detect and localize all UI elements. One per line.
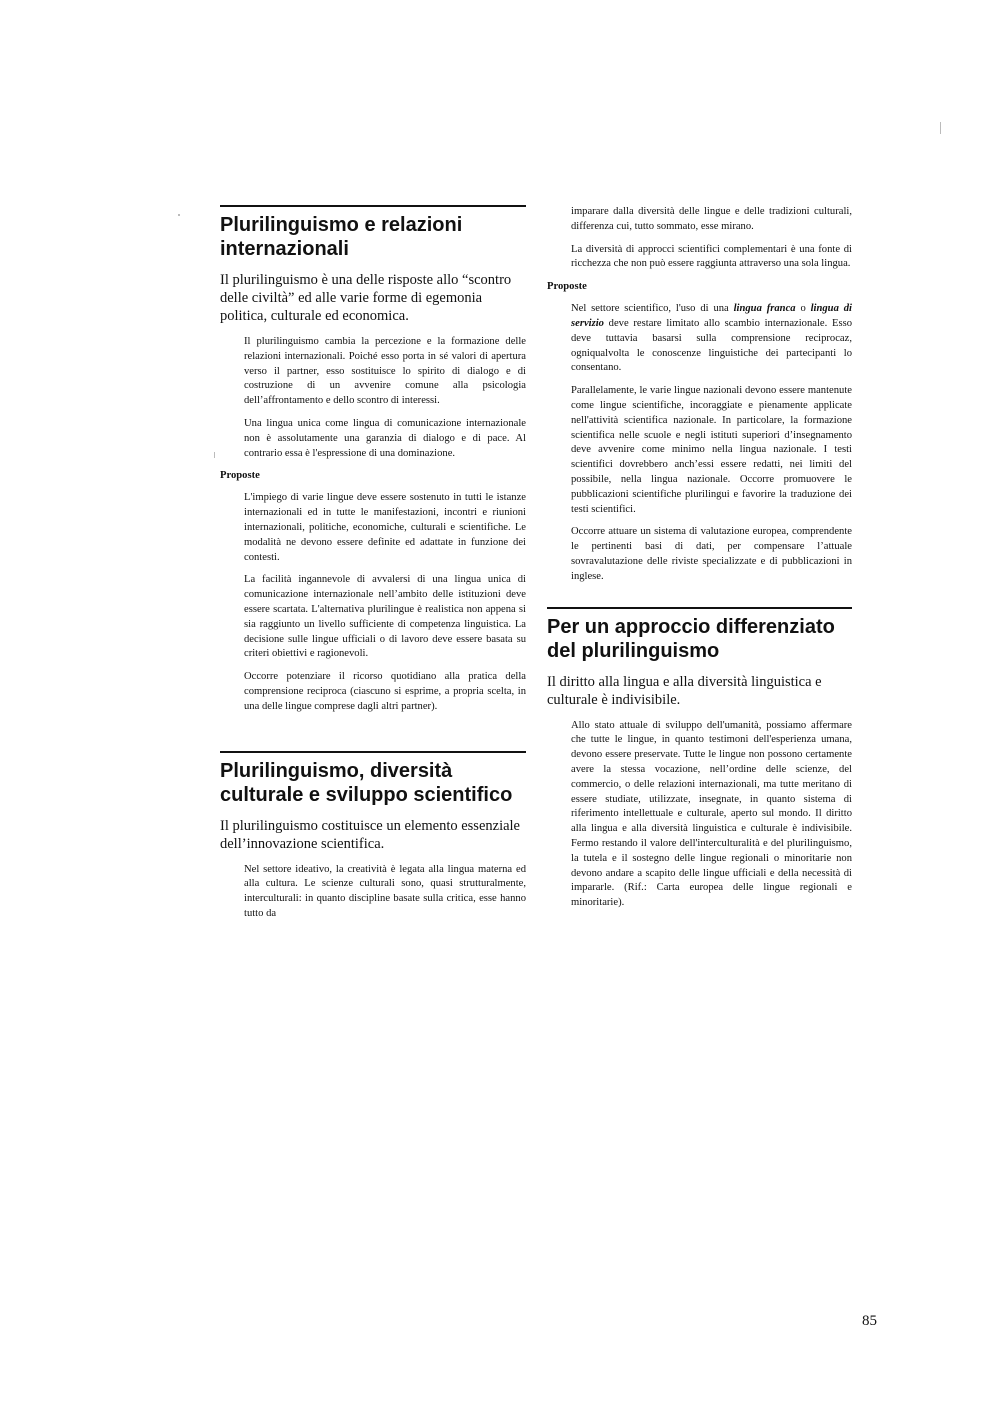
body-paragraph: La diversità di approcci scientifici complementari è una fonte di ricchezza che non può essere raggiunta attraverso una sola lingua. [571, 243, 852, 270]
scan-speck [178, 214, 180, 216]
body-paragraph: imparare dalla diversità delle lingue e delle tradizioni culturali, differenza cui, tutto sommato, esse mirano. [571, 206, 852, 232]
body-paragraph: Nel settore ideativo, la creatività è legata alla lingua materna ed alla cultura. Le scienze culturali sono, quasi strutturalmente, interculturali: in quanto discipline basate sulla critica, esse hanno tutto da [244, 863, 526, 919]
proposal-paragraph: L'impiego di varie lingue deve essere sostenuto in tutti le istanze internazionali ed in tutte le manifestazioni, incontri e riunioni internazionali, politiche, economiche, culturali e scientifiche. Le modalità ne devono essere definite ed adattate in funzione dei contesti. [244, 492, 526, 563]
proposal-text: Nel settore scientifico, l'uso di una [571, 303, 734, 315]
section-title-diversita: Plurilinguismo, diversità culturale e sviluppo scientifico [220, 759, 513, 806]
proposals-heading: Proposte [220, 470, 260, 482]
section-lead: Il plurilinguismo costituisce un elemento essenziale dell’innovazione scientifica. [220, 817, 520, 852]
proposal-paragraph: Occorre attuare un sistema di valutazione europea, comprendente le pertinenti basi di dati, per compensare l’attuale sovravalutazione delle riviste specializzate e di pubblicazioni in inglese. [571, 526, 852, 582]
proposal-text: deve restare limitato allo scambio internazionale. Esso deve tuttavia basarsi sulla comprensione reciprocaz, ogniqualvolta le conoscenze linguistiche dei partecipanti lo consentano. [571, 317, 852, 374]
proposal-paragraph [571, 302, 852, 376]
page-number: 85 [862, 1313, 877, 1329]
section-title-relazioni: Plurilinguismo e relazioni internazionali [220, 214, 463, 260]
body-paragraph: Una lingua unica come lingua di comunicazione internazionale non è assolutamente una garanzia di dialogo e di pace. Al contrario essa è l'espressione di una dominazione. [244, 417, 526, 459]
section-title-approccio: Per un approccio differenziato del plurilinguismo [547, 615, 835, 662]
section-lead: Il plurilinguismo è una delle risposte allo “scontro delle civiltà” ed alle varie forme di egemonia politica, culturale ed economica. [220, 272, 512, 324]
scan-speck [214, 452, 215, 458]
section-rule [547, 607, 852, 609]
section-rule [220, 751, 526, 753]
body-paragraph: Il plurilinguismo cambia la percezione e la formazione delle relazioni internazionali. Poiché esso porta in sé valori di apertura verso il partner, esso sostituisce lo spirito di dialogo e di costruzione di un avvenire comune alla psicologia dell’affrontamento e dello scontro di interessi. [244, 336, 526, 407]
proposals-heading: Proposte [547, 281, 587, 293]
left-column [220, 205, 526, 930]
proposal-paragraph: Parallelamente, le varie lingue nazionali devono essere mantenute come lingue scientifiche, incoraggiate e pienamente applicate nell'attività scientifica nazionale. In particolare, la formazione scientifica nelle scuole e negli istituti superiori d’insegnamento deve avvenire come minimo nella lingua nazionale. I testi scientifici dovrebbero anch’essi essere redatti, nei limiti del possibile, nella lingua nazionale. Occorre promuovere le pubblicazioni scientifiche plurilingui e favorire la traduzione dei testi scientifici. [571, 385, 852, 515]
lingua-di-servizio-term: lingua di servizio [571, 303, 852, 329]
proposal-text: o [795, 303, 811, 315]
section-lead: Il diritto alla lingua e alla diversità linguistica e culturale è indivisibile. [547, 673, 822, 708]
proposal-paragraph: La facilità ingannevole di avvalersi di una lingua unica di comunicazione internazionale nell’ambito delle istituzioni deve essere scartata. L'alternativa plurilingue è realistica non appena si sia raggiunto un livello sufficiente di competenza linguistica. La decisione sulle lingue ufficiali o di lavoro deve essere basata su criteri obiettivi e ragionevoli. [244, 574, 526, 660]
scan-speck [940, 122, 941, 134]
right-column [547, 205, 852, 919]
lingua-franca-term: lingua franca [733, 303, 796, 315]
proposal-paragraph: Occorre potenziare il ricorso quotidiano alla pratica della comprensione reciproca (ciascuno si esprime, a propria scelta, in una delle lingue comprese dagli altri partner). [244, 671, 526, 712]
section-rule [220, 205, 526, 207]
body-paragraph: Allo stato attuale di sviluppo dell'umanità, possiamo affermare che tutte le lingue, in quanto testimoni dell'esperienza umana, devono essere preservate. Tutte le lingue non possono certamente avere la stessa vocazione, nell’ordine delle scienze, del commercio, o delle relazioni internazionali, ma tutte meritano di essere studiate, utilizzate, insegnate, in quanto sistema di riferimento intellettuale e culturale, aperto sul mondo. Il diritto alla lingua e alla diversità linguistica e culturale è indivisibile. Fermo restando il valore dell'interculturalità e del plurilinguismo, la tutela e il sostegno delle lingue regionali o minoritarie non devono andare a scapito delle lingue ufficiali e della necessità di impararle. (Rif.: Carta europea delle lingue regionali e minoritarie). [571, 719, 852, 909]
